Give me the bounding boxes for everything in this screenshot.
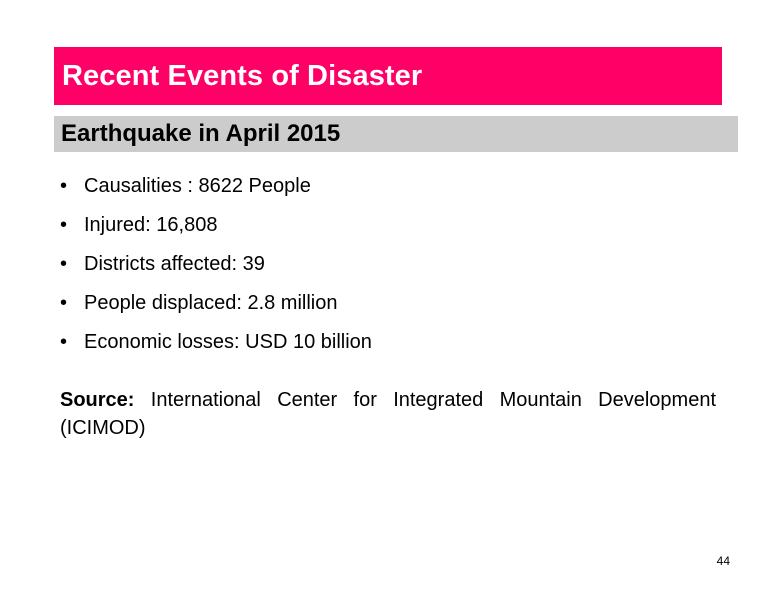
bullet-list [60, 175, 372, 370]
subtitle-bar [54, 116, 738, 152]
source-text: International Center for Integrated Mountain Development (ICIMOD) [60, 389, 717, 439]
bullet-text: Injured: 16,808 [84, 214, 218, 236]
title-bar [54, 47, 722, 105]
bullet-marker: • [60, 292, 68, 314]
bullet-item-injured [60, 214, 372, 253]
bullet-item-casualties [60, 175, 372, 214]
bullet-text: Economic losses: USD 10 billion [84, 331, 372, 353]
bullet-item-displaced [60, 292, 372, 331]
bullet-text: Causalities : 8622 People [84, 175, 311, 197]
bullet-text: Districts affected: 39 [84, 253, 265, 275]
bullet-item-economic-losses [60, 331, 372, 370]
bullet-item-districts [60, 253, 372, 292]
bullet-marker: • [60, 331, 68, 353]
bullet-text: People displaced: 2.8 million [84, 292, 338, 314]
source-label: Source: [60, 389, 135, 411]
bullet-marker: • [60, 214, 68, 236]
slide-title: Recent Events of Disaster [62, 59, 423, 92]
bullet-marker: • [60, 175, 68, 197]
page-number: 44 [716, 554, 730, 568]
slide-subtitle: Earthquake in April 2015 [61, 120, 341, 147]
source-citation [60, 386, 716, 442]
bullet-marker: • [60, 253, 68, 275]
